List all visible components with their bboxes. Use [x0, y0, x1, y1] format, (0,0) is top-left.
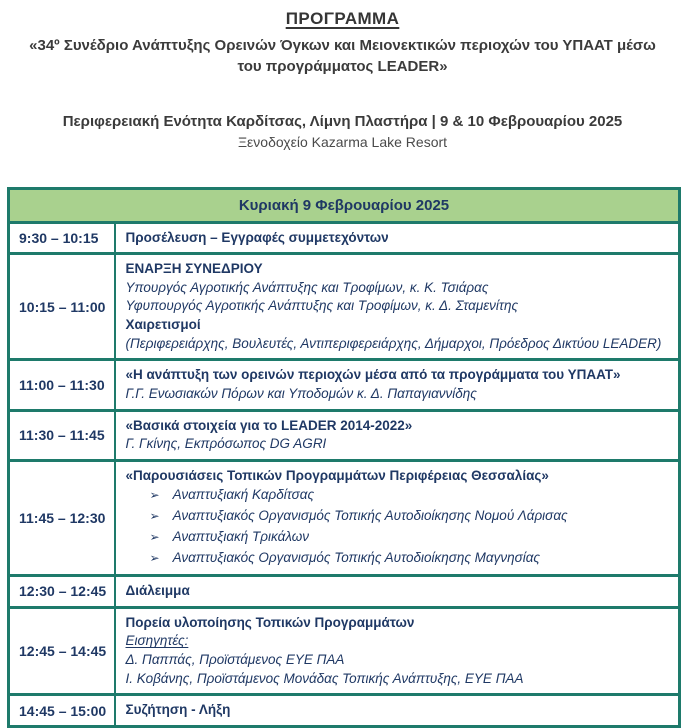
- bullet-text: Αναπτυξιακή Καρδίτσας: [172, 487, 315, 503]
- time-cell: 12:30 – 12:45: [9, 576, 115, 608]
- time-cell: 10:15 – 11:00: [9, 254, 115, 360]
- bullet-text: Αναπτυξιακός Οργανισμός Τοπικής Αυτοδιοίκησης Μαγνησίας: [172, 550, 541, 566]
- session-cell: [115, 254, 680, 360]
- time-cell: 11:00 – 11:30: [9, 360, 115, 410]
- session-line: Ι. Κοβάνης, Προϊστάμενος Μονάδας Τοπικής Ανάπτυξης, ΕΥΕ ΠΑΑ: [125, 670, 524, 686]
- session-line: Γ.Γ. Ενωσιακών Πόρων και Υποδομών κ. Δ. Παπαγιαννίδης: [125, 385, 477, 401]
- session-line: Διάλειμμα: [125, 583, 190, 599]
- session-line: Υφυπουργός Αγροτικής Ανάπτυξης και Τροφίμων, κ. Δ. Σταμενίτης: [125, 298, 519, 314]
- session-line: Εισηγητές:: [125, 633, 189, 649]
- session-cell: [115, 410, 680, 460]
- schedule-row: [9, 360, 680, 410]
- session-line: Χαιρετισμοί: [125, 317, 201, 333]
- bullet-text: Αναπτυξιακή Τρικάλων: [172, 529, 309, 545]
- session-cell: [115, 460, 680, 575]
- schedule-row: [9, 460, 680, 575]
- session-line: (Περιφερειάρχης, Βουλευτές, Αντιπεριφερειάρχης, Δήμαρχοι, Πρόεδρος Δικτύου LEADER): [125, 335, 662, 351]
- session-line: «Βασικά στοιχεία για το LEADER 2014-2022»: [125, 417, 413, 433]
- day-header: Κυριακή 9 Φεβρουαρίου 2025: [9, 188, 680, 222]
- schedule-table: [7, 187, 681, 728]
- schedule-row: [9, 607, 680, 695]
- time-cell: 12:45 – 14:45: [9, 607, 115, 695]
- session-cell: [115, 576, 680, 608]
- session-line: Γ. Γκίνης, Εκπρόσωπος DG AGRI: [125, 436, 327, 452]
- session-line: [126, 485, 669, 506]
- session-cell: [115, 695, 680, 727]
- bullet-arrow-icon: ➢: [149, 509, 160, 524]
- session-line: Προσέλευση – Εγγραφές συμμετεχόντων: [125, 229, 389, 245]
- session-line: Πορεία υλοποίησης Τοπικών Προγραμμάτων: [125, 614, 415, 630]
- schedule-row: [9, 410, 680, 460]
- session-cell: [115, 222, 680, 254]
- session-line: Υπουργός Αγροτικής Ανάπτυξης και Τροφίμων, κ. Κ. Τσιάρας: [125, 279, 489, 295]
- session-cell: [115, 607, 680, 695]
- session-line: «Παρουσιάσεις Τοπικών Προγραμμάτων Περιφέρειας Θεσσαλίας»: [125, 467, 549, 483]
- schedule-row: [9, 695, 680, 727]
- schedule-row: [9, 576, 680, 608]
- bullet-arrow-icon: ➢: [149, 551, 160, 566]
- session-line: Συζήτηση - Λήξη: [125, 702, 231, 718]
- document-header: [0, 0, 685, 150]
- schedule-row: [9, 222, 680, 254]
- day-header-row: [9, 188, 680, 222]
- session-line: [126, 548, 669, 569]
- page-subtitle: «34º Συνέδριο Ανάπτυξης Ορεινών Όγκων και Μειονεκτικών περιοχών του ΥΠΑΑΤ μέσω του προγράμματος LEADER»: [29, 37, 656, 76]
- time-cell: 11:45 – 12:30: [9, 460, 115, 575]
- time-cell: 14:45 – 15:00: [9, 695, 115, 727]
- page-title: ΠΡΟΓΡΑΜΜΑ: [285, 9, 400, 28]
- venue-line: Ξενοδοχείο Kazarma Lake Resort: [237, 133, 448, 150]
- session-line: [126, 527, 669, 548]
- time-cell: 9:30 – 10:15: [9, 222, 115, 254]
- bullet-text: Αναπτυξιακός Οργανισμός Τοπικής Αυτοδιοίκησης Νομού Λάρισας: [172, 508, 568, 524]
- session-line: ΕΝΑΡΞΗ ΣΥΝΕΔΡΙΟΥ: [125, 261, 263, 277]
- schedule-row: [9, 254, 680, 360]
- bullet-arrow-icon: ➢: [149, 488, 160, 503]
- bullet-arrow-icon: ➢: [149, 530, 160, 545]
- session-cell: [115, 360, 680, 410]
- session-line: Δ. Παππάς, Προϊστάμενος ΕΥΕ ΠΑΑ: [125, 652, 345, 668]
- session-line: [126, 506, 669, 527]
- location-line: Περιφερειακή Ενότητα Καρδίτσας, Λίμνη Πλαστήρα | 9 & 10 Φεβρουαρίου 2025: [62, 112, 623, 130]
- session-line: «Η ανάπτυξη των ορεινών περιοχών μέσα από τα προγράμματα του ΥΠΑΑΤ»: [125, 367, 621, 383]
- time-cell: 11:30 – 11:45: [9, 410, 115, 460]
